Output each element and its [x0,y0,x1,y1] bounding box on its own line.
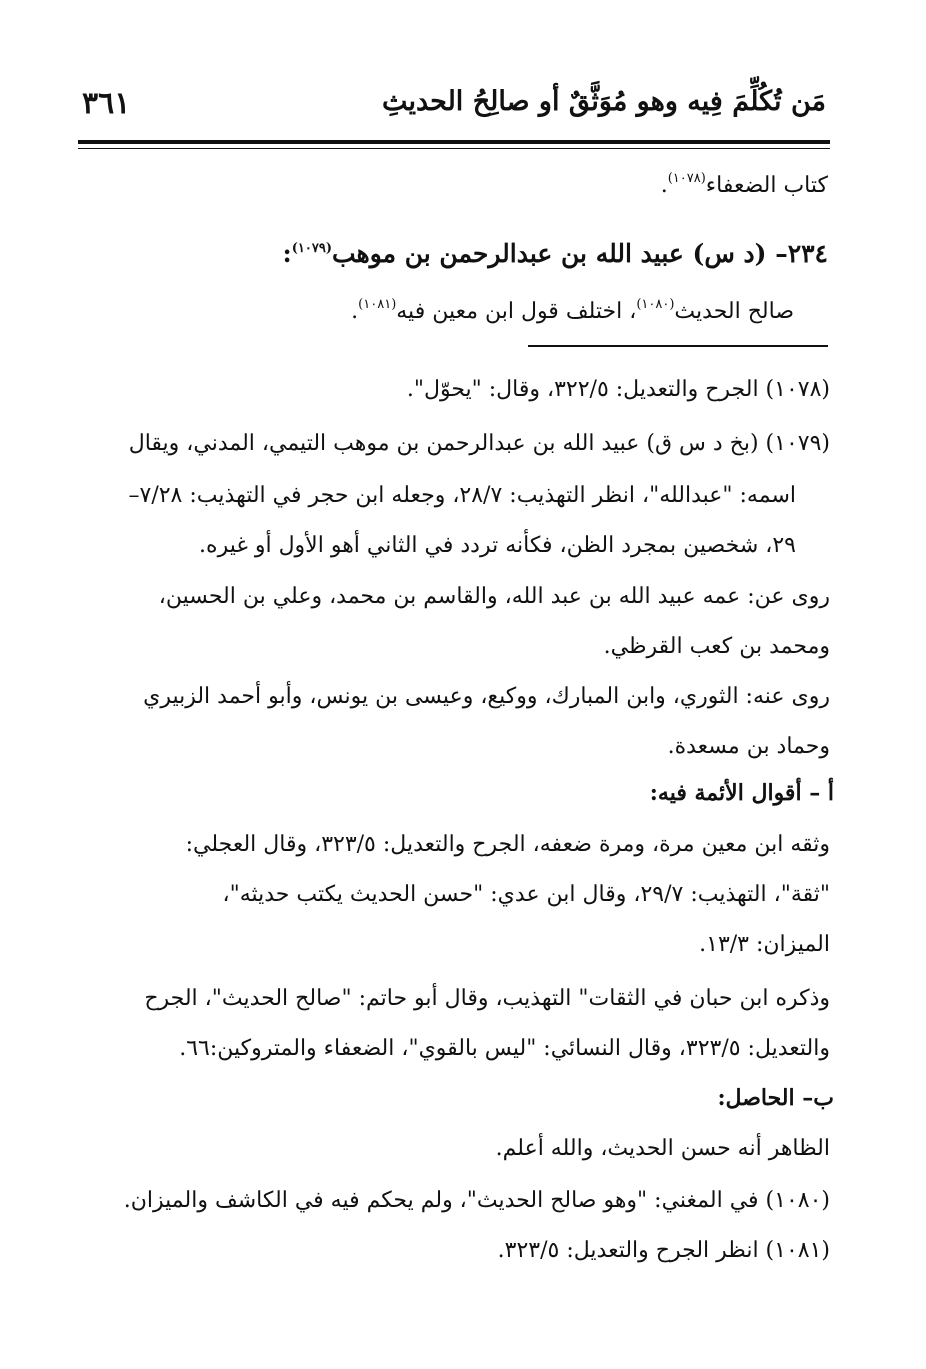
main-text-line-1 [80,170,828,202]
main-text: ، اختلف قول ابن معين فيه [396,299,637,324]
main-text: كتاب الضعفاء [705,173,828,198]
footnote-1079-line-3: ٢٩، شخصين بمجرد الظن، فكأنه تردد في الثاني أهو الأول أو غيره. [199,533,796,558]
footnote-1079-line-5: ومحمد بن كعب القرظي. [603,634,830,659]
footnote-1079-line-2: اسمه: "عبدالله"، انظر التهذيب: ٢٨/٧، وجعله ابن حجر في التهذيب: ٧/٢٨– [128,483,796,508]
footnote-1079-line-1: (١٠٧٩) (بخ د س ق) عبيد الله بن عبدالرحمن بن موهب التيمي، المدني، ويقال [128,431,830,456]
main-text: صالح الحديث [674,299,794,324]
section-a-line-1: وثقه ابن معين مرة، ومرة ضعفه، الجرح والتعديل: ٣٢٣/٥، وقال العجلي: [185,832,830,857]
punctuation: : [282,239,292,268]
header-rule-thin [78,148,830,149]
page-number: ٣٦١ [82,86,131,121]
section-a-line-4: وذكره ابن حبان في الثقات" التهذيب، وقال أبو حاتم: "صالح الحديث"، الجرح [144,986,830,1011]
footnote-1079-line-7: وحماد بن مسعدة. [667,734,830,759]
footnote-1079-line-4: روى عن: عمه عبيد الله بن عبد الله، والقاسم بن محمد، وعلي بن الحسين، [158,584,830,609]
footnote-1080: (١٠٨٠) في المغني: "وهو صالح الحديث"، ولم يحكم فيه في الكاشف والميزان. [123,1188,830,1213]
footnote-ref: (١٠٧٨) [667,171,706,186]
entry-heading: ٢٣٤– (د س) عبيد الله بن عبدالرحمن بن موهب [332,239,828,268]
footnote-1081: (١٠٨١) انظر الجرح والتعديل: ٣٢٣/٥. [497,1238,830,1263]
footnote-ref: (١٠٧٩) [291,241,332,256]
section-a-line-3: الميزان: ١٣/٣. [699,932,830,957]
footnote-separator [528,345,828,347]
punctuation: . [660,173,668,198]
running-header-title: مَن تُكُلِّمَ فِيه وهو مُوَثَّقٌ أو صالِحُ الحديثِ [381,86,826,117]
heading-b: ب– الحاصل: [717,1085,834,1111]
section-a-line-5: والتعديل: ٣٢٣/٥، وقال النسائي: "ليس بالقوي"، الضعفاء والمتروكين:٦٦. [179,1036,830,1061]
entry-title [80,238,828,270]
section-b-line-1: الظاهر أنه حسن الحديث، والله أعلم. [495,1136,830,1161]
section-a-line-2: "ثقة"، التهذيب: ٢٩/٧، وقال ابن عدي: "حسن الحديث يكتب حديثه"، [222,882,830,907]
punctuation: . [351,299,359,324]
heading-a: أ – أقوال الأئمة فيه: [649,780,834,806]
main-text-line-3 [80,296,794,328]
footnote-ref: (١٠٨٠) [636,297,675,312]
header-rule-thick [78,140,830,144]
footnote-ref: (١٠٨١) [358,297,397,312]
footnote-1079-line-6: روى عنه: الثوري، وابن المبارك، ووكيع، وعيسى بن يونس، وأبو أحمد الزبيري [143,684,830,709]
footnote-1078: (١٠٧٨) الجرح والتعديل: ٣٢٢/٥، وقال: "يحوّل". [406,377,830,402]
